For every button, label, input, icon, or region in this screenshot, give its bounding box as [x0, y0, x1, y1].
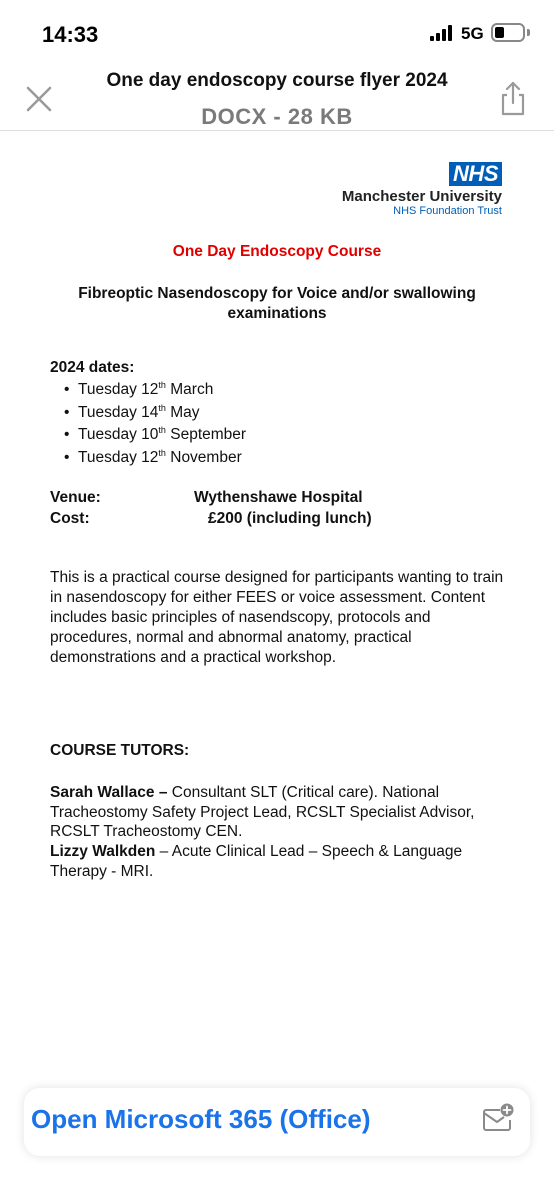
course-subtitle: Fibreoptic Nasendoscopy for Voice and/or swallowing examinations — [78, 285, 476, 322]
tutor-details: – Acute Clinical Lead – Speech & Language Therapy - MRI. — [50, 843, 463, 880]
org-name: Manchester University — [341, 188, 502, 205]
network-label: 5G — [461, 24, 484, 43]
mail-add-icon[interactable] — [480, 1101, 516, 1137]
nhs-logo-block — [342, 162, 502, 217]
close-icon[interactable] — [24, 84, 54, 114]
course-heading: One Day Endoscopy Course — [172, 243, 382, 260]
course-description: This is a practical course designed for participants wanting to train in nasendoscopy for either FEES or voice assessment. Content includes basic principles of nasendscopy, protocols and procedures, normal and abnormal anatomy, practical demonstrations and a practical workshop. — [50, 569, 504, 666]
cost-label: Cost: — [50, 510, 90, 527]
venue-label: Venue: — [50, 489, 101, 506]
tutors-heading: COURSE TUTORS: — [50, 742, 190, 759]
venue-value: Wythenshawe Hospital — [194, 489, 363, 506]
dates-heading: 2024 dates: — [50, 359, 135, 376]
bottom-action-bar — [24, 1088, 530, 1156]
list-item: • Tuesday 10th September — [64, 424, 246, 447]
status-time: 14:33 — [42, 22, 99, 47]
viewer-header — [0, 62, 554, 132]
share-icon[interactable] — [498, 80, 528, 118]
list-item: • Tuesday 12th November — [64, 447, 246, 470]
signal-icon — [430, 25, 454, 41]
list-item: • Tuesday 12th March — [64, 379, 246, 402]
tutor-details: Consultant SLT (Critical care). National Tracheostomy Safety Project Lead, RCSLT Specialist Advisor, RCSLT Tracheostomy CEN. — [50, 784, 475, 840]
status-bar — [0, 0, 554, 62]
open-in-office-button[interactable]: Open Microsoft 365 (Office) — [31, 1104, 371, 1134]
nhs-logo: NHS — [449, 162, 502, 186]
document-meta: DOCX - 28 KB — [201, 104, 353, 129]
battery-cap — [527, 29, 530, 36]
list-item: • Tuesday 14th May — [64, 402, 246, 425]
document-preview — [0, 131, 554, 1081]
cost-value: £200 (including lunch) — [208, 510, 372, 527]
tutor-name: Sarah Wallace – — [50, 784, 168, 801]
tutor-entry — [50, 842, 510, 881]
tutor-name: Lizzy Walkden — [50, 843, 156, 860]
document-title: One day endoscopy course flyer 2024 — [106, 70, 448, 91]
battery-icon — [491, 23, 525, 42]
dates-list — [64, 379, 246, 469]
org-trust: NHS Foundation Trust — [393, 205, 502, 217]
tutor-entry — [50, 783, 510, 842]
